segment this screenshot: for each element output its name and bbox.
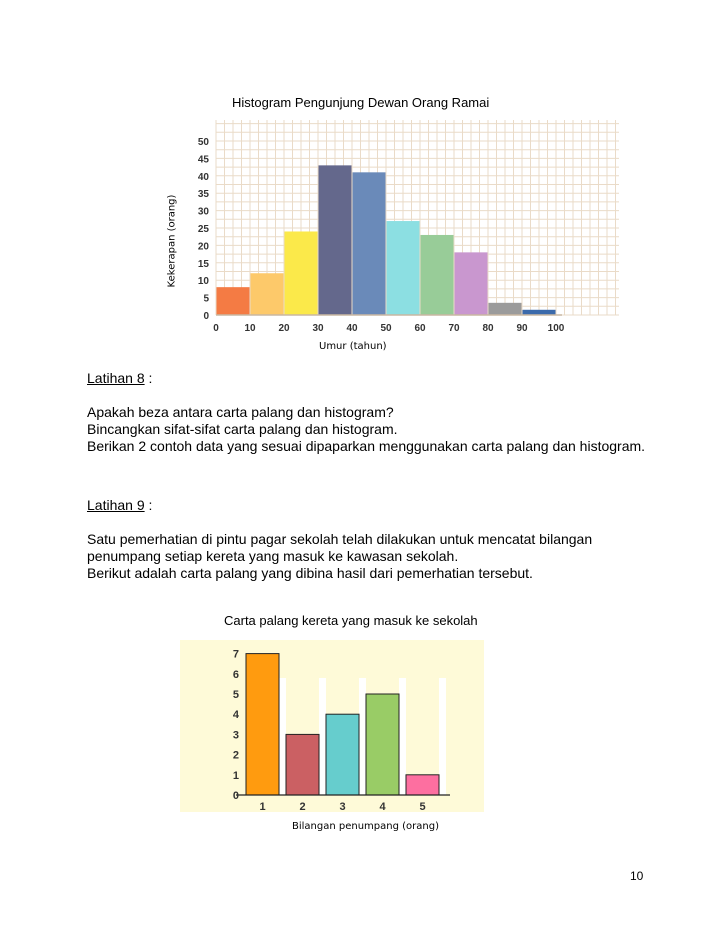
latihan-8-questions [87, 404, 647, 455]
histogram-y-tick-label: 50 [197, 137, 209, 148]
bar-gap [279, 678, 286, 795]
bar-chart-x-axis-title: Bilangan penumpang (orang) [292, 821, 439, 832]
bar-chart-category-label: 3 [339, 801, 346, 813]
histogram-y-tick-label: 0 [203, 311, 209, 322]
bar-chart-bar [366, 694, 399, 795]
histogram-y-tick-label: 45 [197, 154, 209, 166]
histogram-x-tick-label: 90 [516, 323, 528, 334]
histogram-bar [285, 231, 318, 315]
bar-chart-y-tick-label: 0 [232, 790, 239, 802]
latihan-9-label: Latihan 9 [87, 497, 145, 513]
latihan-9-text [87, 531, 652, 582]
bar-gap [439, 678, 446, 795]
bar-chart-y-tick-label: 1 [232, 769, 239, 782]
bar-chart-y-tick-label: 2 [232, 749, 239, 762]
histogram-bar [455, 252, 488, 315]
histogram-y-tick-label: 35 [197, 189, 209, 201]
histogram-y-tick-label: 40 [197, 171, 209, 183]
histogram-bar [353, 172, 386, 315]
histogram-y-tick-label: 25 [197, 224, 209, 235]
histogram-bar [251, 273, 284, 315]
histogram-bar [217, 287, 250, 315]
histogram-bar [421, 235, 454, 315]
bar-gap [359, 678, 366, 795]
histogram-y-tick-label: 5 [203, 293, 209, 305]
latihan-8-label: Latihan 8 [87, 370, 145, 386]
bar-chart-category-label: 5 [419, 801, 426, 813]
bar-chart-bar [246, 654, 279, 795]
histogram-y-tick-label: 10 [197, 276, 209, 288]
histogram-x-tick-label: 100 [547, 323, 565, 334]
histogram-bar [523, 310, 556, 315]
latihan-8-heading [87, 370, 647, 387]
latihan-9-line: Satu pemerhatian di pintu pagar sekolah telah dilakukan untuk mencatat bilangan penumpang setiap kereta yang masuk ke kawasan sekolah. [87, 531, 593, 564]
bar-chart-bar [406, 775, 439, 795]
bar-chart [180, 640, 486, 818]
latihan-9-colon: : [144, 497, 153, 513]
bar-chart-y-tick-label: 5 [232, 689, 239, 701]
bar-chart-y-tick-label: 7 [232, 648, 239, 661]
bar-chart-y-tick-label: 6 [232, 668, 239, 681]
histogram-x-tick-label: 20 [278, 323, 290, 334]
histogram-bar [387, 221, 420, 315]
histogram-title: Histogram Pengunjung Dewan Orang Ramai [232, 95, 490, 110]
page-number: 10 [630, 869, 644, 883]
histogram-y-tick-label: 30 [197, 206, 209, 218]
histogram-y-tick-label: 20 [197, 241, 209, 253]
histogram-bar [489, 303, 522, 315]
histogram-x-tick-label: 30 [312, 323, 324, 334]
bar-gap [399, 678, 406, 795]
histogram-x-tick-label: 80 [482, 323, 494, 334]
bar-gap [319, 678, 326, 795]
histogram-x-tick-label: 60 [414, 323, 426, 334]
latihan-8-colon: : [144, 370, 153, 386]
histogram-x-axis-title: Umur (tahun) [319, 341, 387, 352]
bar-chart-bar [286, 734, 319, 795]
histogram-x-tick-label: 70 [448, 323, 460, 334]
bar-chart-y-tick-label: 3 [232, 729, 239, 742]
latihan-8-line: Bincangkan sifat-sifat carta palang dan histogram. [87, 421, 398, 437]
bar-chart-category-label: 1 [259, 801, 266, 813]
latihan-8-line: Apakah beza antara carta palang dan histogram? [87, 404, 394, 420]
latihan-9-heading [87, 497, 647, 514]
bar-chart-y-tick-label: 4 [232, 709, 239, 722]
bar-chart-title: Carta palang kereta yang masuk ke sekolah [224, 613, 478, 628]
histogram-y-axis-title: Kekerapan (orang) [166, 194, 178, 288]
histogram-bar [319, 165, 352, 315]
bar-chart-bar [326, 714, 359, 795]
histogram-x-tick-label: 0 [213, 323, 219, 334]
histogram-x-tick-label: 40 [346, 323, 358, 334]
histogram-chart [185, 120, 620, 336]
latihan-8-line: Berikan 2 contoh data yang sesuai dipaparkan menggunakan carta palang dan histogram. [87, 438, 646, 454]
histogram-x-tick-label: 10 [244, 323, 256, 334]
bar-chart-category-label: 4 [379, 801, 386, 813]
latihan-9-line: Berikut adalah carta palang yang dibina hasil dari pemerhatian tersebut. [87, 565, 533, 581]
histogram-x-tick-label: 50 [380, 323, 392, 334]
bar-chart-category-label: 2 [299, 801, 306, 813]
histogram-y-tick-label: 15 [197, 258, 209, 270]
